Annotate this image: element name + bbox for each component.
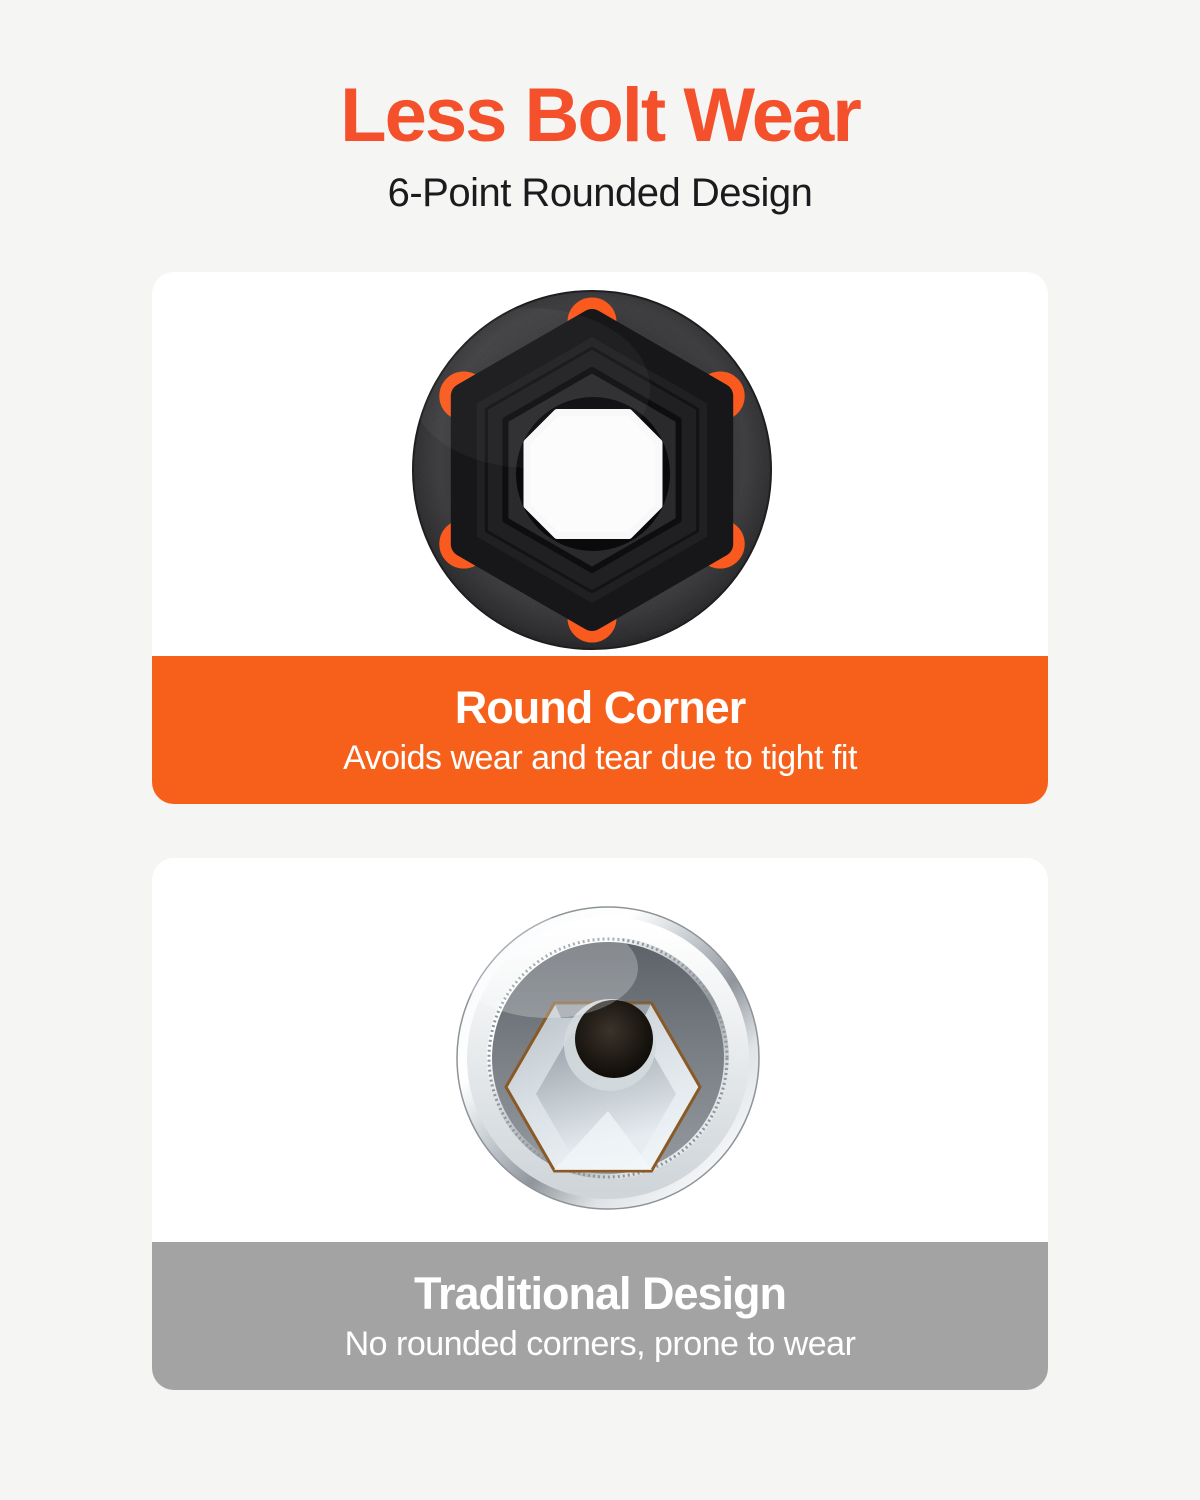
banner-title: Round Corner — [454, 682, 746, 733]
round-corner-card — [152, 272, 1048, 804]
rounded-socket-image — [410, 288, 774, 652]
page-subtitle: 6-Point Rounded Design — [387, 171, 813, 215]
round-corner-media — [152, 272, 1048, 656]
traditional-banner — [152, 1242, 1048, 1390]
banner-title: Traditional Design — [413, 1268, 787, 1319]
traditional-socket-image — [448, 898, 768, 1218]
traditional-card — [152, 858, 1048, 1390]
header — [0, 73, 1200, 215]
traditional-media — [152, 858, 1048, 1242]
banner-subtitle: Avoids wear and tear due to tight fit — [343, 739, 857, 777]
round-corner-banner — [152, 656, 1048, 804]
banner-subtitle: No rounded corners, prone to wear — [344, 1325, 856, 1363]
page-title: Less Bolt Wear — [340, 73, 860, 158]
